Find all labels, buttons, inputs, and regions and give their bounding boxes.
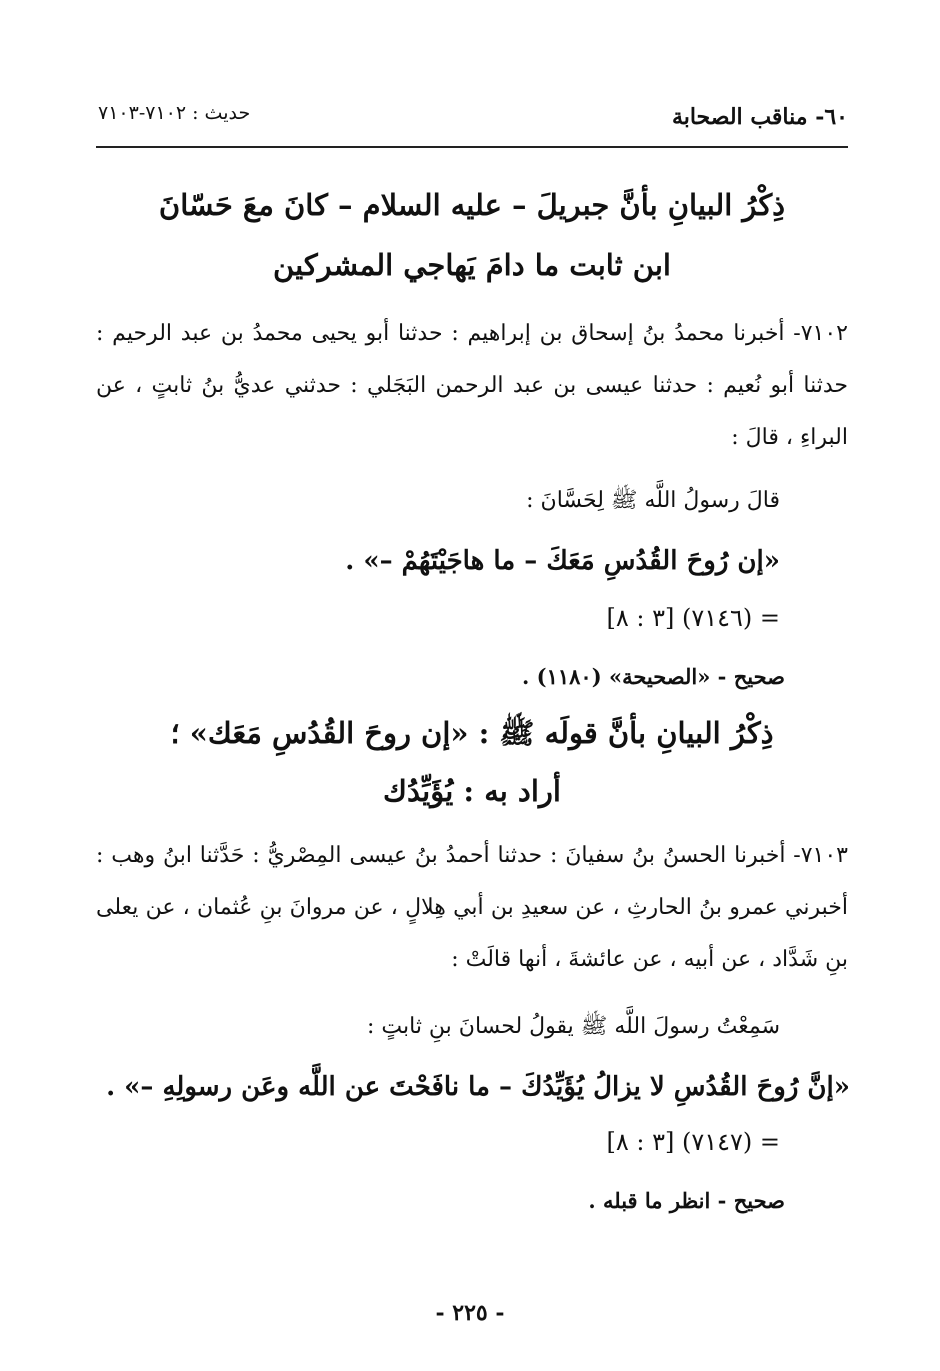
section1-grade-label: صحيح - [710, 664, 785, 689]
section1-grade [522, 664, 785, 689]
section2-heading-line1: ذِكْرُ البيانِ بأنَّ قولَه ﷺ : «إن روحَ القُدُسِ مَعَك» ؛ [170, 716, 774, 750]
section1-intro: قالَ رسولُ اللَّه ﷺ لِحَسَّانَ : [526, 488, 780, 513]
section1-grade-source: «الصحيحة» (١١٨٠) . [522, 664, 711, 689]
page-number: - ٢٢٥ - [435, 1300, 505, 1326]
section2-matn: «إنَّ رُوحَ القُدُسِ لا يزالُ يُؤَيِّدُكَ – ما نافَحْتَ عن اللَّه وعَن رسولِهِ –» . [106, 1072, 850, 1102]
section2-grade-source: انظر ما قبله . [588, 1188, 711, 1213]
section1-heading-line2: ابن ثابت ما دامَ يَهاجي المشركين [273, 248, 671, 282]
section1-heading-line1: ذِكْرُ البيانِ بأنَّ جبريلَ – عليه السلام – كانَ معَ حَسّانَ [158, 188, 786, 222]
section2-isnad: ٧١٠٣- أخبرنا الحسنُ بنُ سفيانَ : حدثنا أحمدُ بنُ عيسى المِصْريُّ : حَدَّثنا ابنُ وهب : أخبرني عمرو بنُ الحارثِ ، عن سعيدِ بن أبي هِلالٍ ، عن مروانَ بنِ عُثمان ، عن يعلى بنِ شَدَّاد ، عن أبيه ، عن عائشةَ ، أنها قالَتْ : [96, 843, 848, 972]
section2-grade [588, 1188, 785, 1213]
hadith-range: حديث : ٧١٠٢-٧١٠٣ [98, 102, 251, 124]
section2-intro: سَمِعْتُ رسولَ اللَّه ﷺ يقولُ لحسانَ بنِ ثابتٍ : [366, 1014, 780, 1039]
section2-grade-label: صحيح - [710, 1188, 785, 1213]
header-rule [96, 146, 848, 148]
section1-isnad: ٧١٠٢- أخبرنا محمدُ بنُ إسحاق بن إبراهيم : حدثنا أبو يحيى محمدُ بن عبد الرحيم : حدثنا أبو نُعيم : حدثنا عيسى بن عبد الرحمن البَجَلي : حدثني عديُّ بنُ ثابتٍ ، عن البراءِ ، قالَ : [96, 321, 848, 450]
section2-reference: = (٧١٤٧) [٣ : ٨] [606, 1128, 780, 1156]
section2-heading-line2: أراد به : يُؤَيِّدُك [383, 774, 561, 808]
section1-reference: = (٧١٤٦) [٣ : ٨] [606, 604, 780, 632]
section1-matn: «إن رُوحَ القُدُسِ مَعَكَ – ما هاجَيْتَهُمْ –» . [345, 546, 780, 576]
chapter-title: ٦٠- مناقب الصحابة [671, 104, 848, 130]
